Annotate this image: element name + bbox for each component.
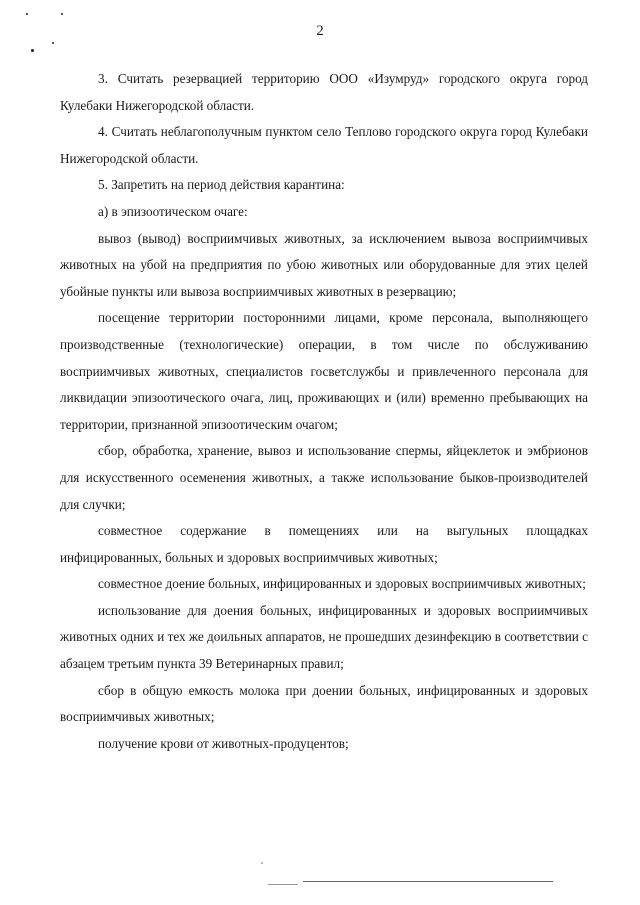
scan-speck bbox=[261, 862, 263, 864]
paragraph: 4. Считать неблагополучным пунктом село Теплово городского округа город Кулебаки Нижегородской области. bbox=[60, 124, 588, 166]
scan-speck bbox=[26, 13, 28, 15]
scan-speck bbox=[61, 13, 63, 15]
scan-speck bbox=[52, 42, 54, 44]
paragraph: сбор в общую емкость молока при доении больных, инфицированных и здоровых восприимчивых животных; bbox=[60, 682, 588, 725]
paragraph: сбор, обработка, хранение, вывоз и использование спермы, яйцеклеток и эмбрионов для искусственного осеменения животных, а также использование быков-производителей для случки; bbox=[60, 443, 588, 512]
paragraph: получение крови от животных-продуцентов; bbox=[98, 735, 349, 751]
paragraph: 3. Считать резервацией территорию ООО «Изумруд» городского округа город Кулебаки Нижегородской области. bbox=[60, 71, 588, 113]
paragraph: вывоз (вывод) восприимчивых животных, за исключением вывоза восприимчивых животных на убой на предприятия по убою животных или оборудованные для этих целей убойные пункты или вывоза восприимчивых животных в резервацию; bbox=[60, 230, 588, 299]
page-number: 2 bbox=[316, 23, 324, 39]
paragraph: 5. Запретить на период действия карантина: bbox=[98, 177, 345, 193]
bottom-rule bbox=[303, 881, 553, 882]
bottom-rule bbox=[268, 884, 298, 885]
document-body bbox=[60, 66, 588, 757]
paragraph: совместное доение больных, инфицированных и здоровых восприимчивых животных; bbox=[98, 576, 586, 592]
paragraph: посещение территории посторонними лицами, кроме персонала, выполняющего производственные (технологические) операции, в том числе по обслуживанию восприимчивых животных, специалистов госветслужбы и привлеченного персонала для ликвидации эпизоотического очага, лиц, проживающих и (или) временно пребывающих на территории, признанной эпизоотическим очагом; bbox=[60, 310, 588, 432]
scan-speck bbox=[31, 49, 34, 52]
paragraph: совместное содержание в помещениях или на выгульных площадках инфицированных, больных и здоровых восприимчивых животных; bbox=[60, 523, 588, 565]
paragraph: а) в эпизоотическом очаге: bbox=[98, 203, 248, 219]
paragraph: использование для доения больных, инфицированных и здоровых восприимчивых животных одних и тех же доильных аппаратов, не прошедших дезинфекцию в соответствии с абзацем третьим пункта 39 Ветеринарных правил; bbox=[60, 602, 588, 672]
